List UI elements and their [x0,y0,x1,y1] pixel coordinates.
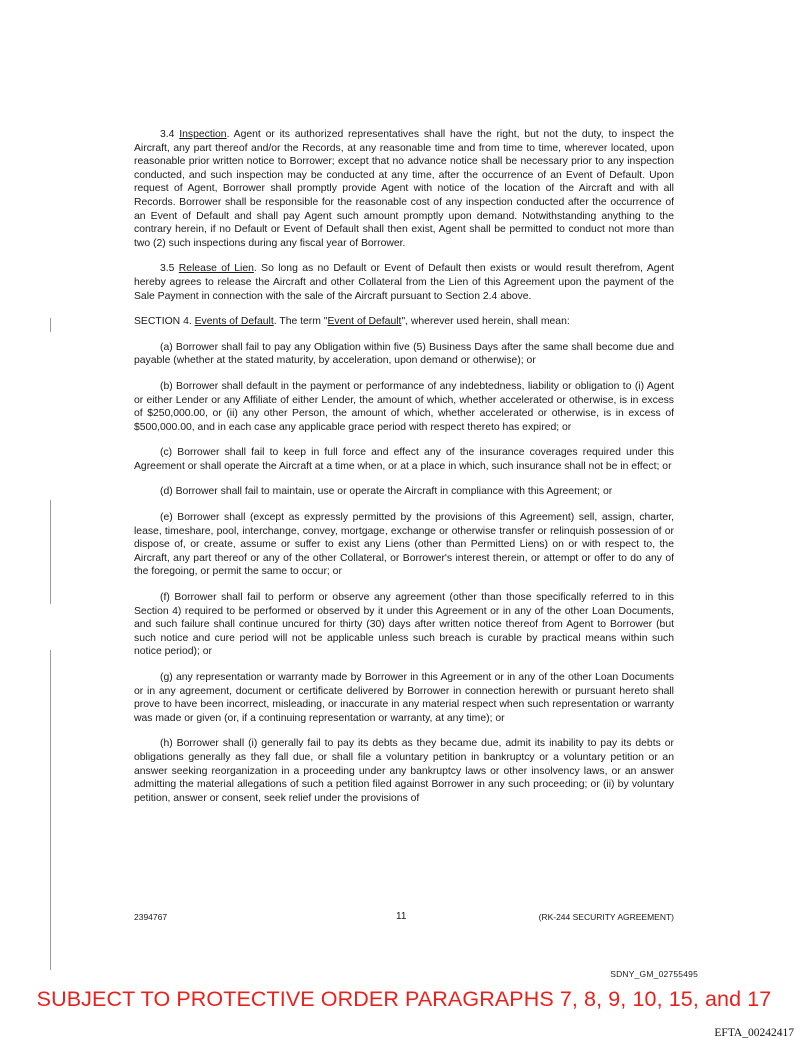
margin-mark [50,650,51,970]
defined-term: Event of Default [327,316,402,328]
section-heading: Inspection [179,129,227,140]
section-text: . So long as no Default or Event of Default then exists or would result therefrom, Agent hereby agrees to release the Aircraft and other Collateral from the Lien of this Agreement upon the payment of the Sale Payment in connection with the sale of the Aircraft pursuant to Section 2.4 above. [134,263,674,302]
clause-a: (a) Borrower shall fail to pay any Obligation within five (5) Business Days after the same shall become due and payable (whether at the stated maturity, by acceleration, upon demand or otherwise); or [134,341,674,367]
clause-c: (c) Borrower shall fail to keep in full force and effect any of the insurance coverages required under this Agreement or shall operate the Aircraft at a time when, or at a place in which, such insurance shall not be in effect; or [134,447,674,472]
clause-h: (h) Borrower shall (i) generally fail to pay its debts as they became due, admit its inability to pay its debts or obligations generally as they fall due, or shall file a voluntary petition in bankruptcy or a voluntary petition or an answer seeking reorganization in a proceeding under any bankruptcy laws or other insolvency laws, or an answer admitting the material allegations of such a petition filed against Borrower in any such proceeding; or (ii) by voluntary petition, answer or consent, seek relief under the provisions of [134,738,674,804]
document-title: (RK-244 SECURITY AGREEMENT) [538,912,674,922]
clause-f: (f) Borrower shall fail to perform or observe any agreement (other than those specifically referred to in this Section 4) required to be performed or observed by it under this Agreement or in any of the other Loan Documents, and such failure shall continue uncured for thirty (30) days after written notice thereof from Agent to Borrower (but such notice and cure period will not be applicable unless such breach is curable by practical means within such notice period); or [134,592,674,658]
protective-order-stamp: SUBJECT TO PROTECTIVE ORDER PARAGRAPHS 7, 8, 9, 10, 15, and 17 [36,987,772,1011]
section-text: . Agent or its authorized representatives shall have the right, but not the duty, to inspect the Aircraft, any part thereof and/or the Records, at any reasonable time and from time to time, wherever located, upon reasonable prior written notice to Borrower; except that no advance notice shall be necessary prior to any inspection conducted, and such inspection may be conducted at any time, after the occurrence of an Event of Default. Upon request of Agent, Borrower shall promptly provide Agent with notice of the location of the Aircraft and with all Records. Borrower shall be responsible for the reasonable cost of any inspection conducted after the occurrence of an Event of Default and shall pay Agent such amount promptly upon demand. Notwithstanding anything to the contrary herein, if no Default or Event of Default shall then exist, Agent shall be permitted to conduct not more than two (2) such inspections during any fiscal year of Borrower. [134,129,674,249]
paragraph-inspection [134,128,674,250]
paragraph-release-of-lien [134,262,674,303]
clause-d: (d) Borrower shall fail to maintain, use or operate the Aircraft in compliance with this Agreement; or [160,486,613,498]
clause-e: (e) Borrower shall (except as expressly permitted by the provisions of this Agreement) sell, assign, charter, lease, timeshare, pool, interchange, convey, mortgage, exchange or otherwise transfer or relinquish possession of or dispose of, or create, assume or suffer to exist any Liens (other than Permitted Liens) on or with respect to, the Aircraft, any part thereof or any of the other Collateral, or Borrower's interest therein, or attempt or offer to do any of the foregoing, or permit the same to occur; or [134,512,674,578]
clause-b: (b) Borrower shall default in the payment or performance of any indebtedness, liability or obligation to (i) Agent or either Lender or any Affiliate of either Lender, the amount of which, whether accelerated or otherwise, is in excess of $250,000.00, or (ii) any other Person, the amount of which, whether accelerated or otherwise, is in excess of $500,000.00, and in each case any applicable grace period with respect thereto has expired; or [134,380,674,433]
section-label: SECTION 4. [134,316,195,328]
section-number: 3.4 [160,129,180,140]
document-body [134,128,674,817]
section-text: . The term " [273,316,328,328]
efta-number: EFTA_00242417 [714,1027,794,1039]
document-number: 2394767 [134,912,168,922]
section-heading: Release of Lien [178,263,254,275]
clause-g: (g) any representation or warranty made by Borrower in this Agreement or in any of the other Loan Documents or in any agreement, document or certificate delivered by Borrower in connection herewith or pursuant hereto shall prove to have been incorrect, misleading, or inaccurate in any material respect when such representation or warranty was made or given (or, if a continuing representation or warranty, at any time); or [134,672,674,724]
section-4-heading [134,315,674,329]
bates-number: SDNY_GM_02755495 [610,969,698,979]
margin-mark [50,318,51,332]
page-number: 11 [396,911,407,922]
section-number: 3.5 [160,263,179,275]
section-text: ", wherever used herein, shall mean: [401,316,570,328]
section-heading: Events of Default [194,316,274,328]
margin-mark [50,500,51,604]
